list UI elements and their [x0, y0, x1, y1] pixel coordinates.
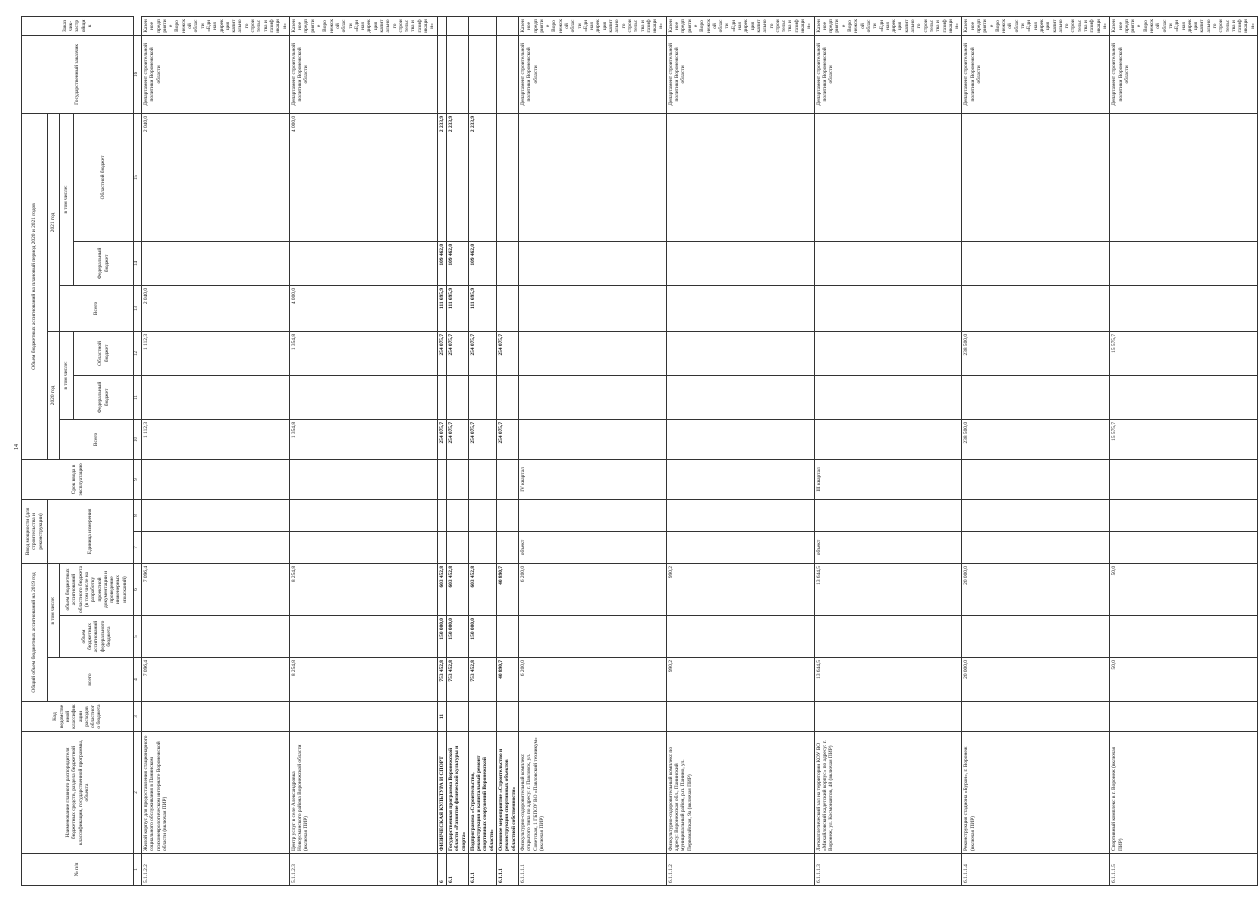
cell-code: [289, 702, 437, 732]
cell-unit: [814, 499, 962, 531]
cell-no: 6.1.1.1.4: [962, 854, 1110, 886]
cell-customer: [497, 35, 519, 113]
cell-fed: [962, 616, 1110, 658]
cell-name: Основное мероприятие «Строительство и реконструкция спортивных объектов областной собственности»: [497, 732, 519, 854]
cell-customer: Департамент строительной политики Воронежской области: [518, 35, 666, 113]
cell-2021-fed: [289, 241, 437, 285]
table-row: [814, 17, 962, 886]
header-2020-reg: Областной бюджет: [74, 331, 134, 375]
header-2021-fed: Федеральный бюджет: [74, 241, 134, 285]
cell-2021-reg: [1110, 113, 1258, 241]
cell-name: Физкультурно-оздоровительный комплекс открытого типа по адресу: г. Павловск, ул. Советская, 1 ГБПОУ ВО «Павловский техникум» (включая ПИР): [518, 732, 666, 854]
cell-no: 6.1.1: [468, 854, 496, 886]
cell-2020-fed: [142, 375, 290, 419]
cell-fed: [1110, 616, 1258, 658]
cell-deadline: [497, 459, 519, 499]
cell-builder: [468, 17, 496, 36]
cell-2020-reg: [666, 331, 814, 375]
cell-total: 753 452,8: [468, 658, 496, 702]
cell-2020-fed: [1110, 375, 1258, 419]
cell-2020-reg: [518, 331, 666, 375]
cell-deadline: [437, 459, 446, 499]
cell-deadline: [446, 459, 468, 499]
column-number: 5: [134, 616, 142, 658]
cell-unit: [1110, 499, 1258, 531]
cell-2021-all: 2 040,0: [142, 285, 290, 331]
cell-customer: [468, 35, 496, 113]
cell-2020-reg: 238 500,0: [962, 331, 1110, 375]
header-customer: Государственный заказчик: [22, 35, 134, 113]
cell-capacity: [1110, 531, 1258, 563]
table-row: [446, 17, 468, 886]
header-no: № п/п: [22, 854, 134, 886]
table-row: [1110, 17, 1258, 886]
cell-code: [142, 702, 290, 732]
cell-total: 753 452,8: [446, 658, 468, 702]
cell-2021-all: [518, 285, 666, 331]
cell-2021-fed: 109 462,0: [446, 241, 468, 285]
cell-deadline: IV квартал: [518, 459, 666, 499]
cell-deadline: [468, 459, 496, 499]
cell-total: 753 452,8: [437, 658, 446, 702]
cell-2021-reg: 2 233,9: [468, 113, 496, 241]
cell-fed: 150 000,0: [437, 616, 446, 658]
cell-name: Спортивный комплекс в г. Воронеж (включая ПИР): [1110, 732, 1258, 854]
cell-reg: 40 890,7: [497, 563, 519, 615]
cell-customer: [446, 35, 468, 113]
cell-unit: [446, 499, 468, 531]
cell-no: 6.1.1.1: [497, 854, 519, 886]
table-row: [142, 17, 290, 886]
cell-capacity: [962, 531, 1110, 563]
cell-2021-fed: [814, 241, 962, 285]
cell-unit: [497, 499, 519, 531]
cell-deadline: [666, 459, 814, 499]
cell-total: 40 890,7: [497, 658, 519, 702]
cell-deadline: [1110, 459, 1258, 499]
table-header: [22, 17, 142, 886]
cell-unit: [468, 499, 496, 531]
cell-2020-reg: 1 354,8: [289, 331, 437, 375]
header-2021-in-that: в том числе:: [60, 113, 74, 285]
cell-2020-reg: 254 075,7: [437, 331, 446, 375]
cell-2021-all: [497, 285, 519, 331]
cell-fed: 150 000,0: [468, 616, 496, 658]
cell-code: [468, 702, 496, 732]
cell-builder: [497, 17, 519, 36]
column-number: 6: [134, 563, 142, 615]
cell-capacity: [437, 531, 446, 563]
cell-capacity: объект: [518, 531, 666, 563]
cell-customer: Департамент строительной политики Воронежской области: [666, 35, 814, 113]
cell-no: 6.1.1.1.3: [814, 854, 962, 886]
cell-unit: [289, 499, 437, 531]
cell-no: 6.1: [446, 854, 468, 886]
cell-code: [962, 702, 1110, 732]
cell-deadline: [289, 459, 437, 499]
cell-capacity: [497, 531, 519, 563]
cell-2021-fed: 109 462,0: [468, 241, 496, 285]
cell-2020-reg: 254 075,7: [446, 331, 468, 375]
cell-customer: [437, 35, 446, 113]
cell-2021-reg: [497, 113, 519, 241]
cell-reg: 603 452,8: [437, 563, 446, 615]
cell-builder: Казенное предприятие Воронежской области «Единая дирекция капитального строительства и газификации»: [814, 17, 962, 36]
cell-no: 5.1.1.2.3: [289, 854, 437, 886]
cell-2021-fed: [518, 241, 666, 285]
cell-total: 50,0: [1110, 658, 1258, 702]
column-number: 4: [134, 658, 142, 702]
cell-2021-reg: 2 233,9: [446, 113, 468, 241]
cell-builder: Казенное предприятие Воронежской области «Единая дирекция капитального строительства и газификации»: [666, 17, 814, 36]
cell-code: [1110, 702, 1258, 732]
cell-reg: 6 200,0: [518, 563, 666, 615]
cell-unit: [962, 499, 1110, 531]
header-2020: 2020 год: [48, 331, 60, 459]
header-2021-all: Всего: [60, 285, 134, 331]
header-2020-fed: Федеральный бюджет: [74, 375, 134, 419]
column-number: 12: [134, 331, 142, 375]
cell-2021-fed: [962, 241, 1110, 285]
cell-2021-reg: 4 000,0: [289, 113, 437, 241]
cell-reg: 20 000,0: [962, 563, 1110, 615]
cell-no: 6: [437, 854, 446, 886]
cell-total: 6 200,0: [518, 658, 666, 702]
cell-unit: [142, 499, 290, 531]
cell-2020-reg: [814, 331, 962, 375]
table-body: [142, 17, 1258, 886]
cell-reg: 990,2: [666, 563, 814, 615]
cell-2020-all: 254 075,7: [468, 419, 496, 459]
cell-unit: [666, 499, 814, 531]
column-number: 7: [134, 531, 142, 563]
column-number: 10: [134, 419, 142, 459]
cell-builder: Казенное предприятие Воронежской области «Единая дирекция капитального строительства и газификации»: [962, 17, 1110, 36]
table-row: [518, 17, 666, 886]
cell-deadline: III квартал: [814, 459, 962, 499]
cell-2021-reg: 2 233,9: [437, 113, 446, 241]
column-number: 11: [134, 375, 142, 419]
header-total-all: всего: [48, 658, 134, 702]
cell-2020-fed: [814, 375, 962, 419]
column-numbers-row: [134, 17, 142, 886]
cell-2021-all: [666, 285, 814, 331]
cell-total: 20 000,0: [962, 658, 1110, 702]
cell-name: Подпрограмма «Строительство, реконструкция и капитальный ремонт спортивных сооружений Воронежской области»: [468, 732, 496, 854]
cell-capacity: [289, 531, 437, 563]
cell-capacity: [666, 531, 814, 563]
cell-name: Центр услуг в селе Александровка Новоусманского района Воронежской области (включая ПИР): [289, 732, 437, 854]
cell-deadline: [962, 459, 1110, 499]
cell-reg: 603 452,8: [468, 563, 496, 615]
cell-code: [446, 702, 468, 732]
cell-reg: 7 096,4: [142, 563, 290, 615]
header-builder: Заказчик-застройщик: [22, 17, 134, 36]
column-number: 15: [134, 113, 142, 241]
cell-reg: 603 452,8: [446, 563, 468, 615]
cell-2020-fed: [518, 375, 666, 419]
cell-2020-all: 254 075,7: [446, 419, 468, 459]
cell-name: Легкоатлетический зал на территории КОУ ВО «Михайловский кадетский корпус» по адресу: г. Воронеж, ул. Космонавтов, 48 (включая ПИР): [814, 732, 962, 854]
header-code: Код ведомственной классификации расходов областного бюджета: [22, 702, 134, 732]
cell-2021-fed: [1110, 241, 1258, 285]
cell-capacity: [142, 531, 290, 563]
cell-code: [814, 702, 962, 732]
cell-2020-reg: 254 075,7: [497, 331, 519, 375]
cell-2020-all: 254 075,7: [437, 419, 446, 459]
cell-builder: [446, 17, 468, 36]
column-number: 14: [134, 241, 142, 285]
header-deadline: Срок ввода в эксплуатацию: [22, 459, 134, 499]
cell-2020-all: 1 112,3: [142, 419, 290, 459]
cell-2021-all: 4 000,0: [289, 285, 437, 331]
cell-2021-all: 111 695,9: [446, 285, 468, 331]
cell-2021-fed: [497, 241, 519, 285]
cell-name: Государственная программа Воронежской области «Развитие физической культуры и спорта»: [446, 732, 468, 854]
column-number: 13: [134, 285, 142, 331]
cell-2021-all: 111 695,9: [468, 285, 496, 331]
cell-code: [497, 702, 519, 732]
cell-code: [666, 702, 814, 732]
cell-2021-reg: 2 040,0: [142, 113, 290, 241]
cell-capacity: [468, 531, 496, 563]
cell-builder: Казенное предприятие Воронежской области «Единая дирекция капитального строительства и газификации»: [289, 17, 437, 36]
column-number: 9: [134, 459, 142, 499]
header-reg-funds: объем бюджетных ассигнований областного бюджета (в том числе на разработку проектной документации и проведение инженерных изысканий): [60, 563, 134, 615]
column-number: 2: [134, 732, 142, 854]
column-number: 3: [134, 702, 142, 732]
cell-fed: [289, 616, 437, 658]
cell-code: 11: [437, 702, 446, 732]
cell-name: Физкультурно-оздоровительный комплекс по адресу: Воронежская обл., Панинский муниципальный район, р.п. Панино, ул. Первомайская, 9а (включая ПИР): [666, 732, 814, 854]
cell-2020-all: 238 500,0: [962, 419, 1110, 459]
cell-unit: [518, 499, 666, 531]
cell-customer: Департамент строительной политики Воронежской области: [142, 35, 290, 113]
cell-2021-all: [814, 285, 962, 331]
cell-2021-reg: [666, 113, 814, 241]
table-row: [666, 17, 814, 886]
cell-total: 7 096,4: [142, 658, 290, 702]
cell-customer: Департамент строительной политики Воронежской области: [962, 35, 1110, 113]
cell-2020-reg: 254 075,7: [468, 331, 496, 375]
table-row: [468, 17, 496, 886]
column-number: 16: [134, 35, 142, 113]
cell-builder: [437, 17, 446, 36]
header-in-that: в том числе:: [48, 563, 60, 657]
cell-2021-all: [962, 285, 1110, 331]
cell-2020-fed: [468, 375, 496, 419]
cell-no: 6.1.1.1.5: [1110, 854, 1258, 886]
header-planned: Объем бюджетных ассигнований на плановый период 2020 и 2021 годов: [22, 113, 48, 459]
cell-2020-all: [518, 419, 666, 459]
header-2020-all: Всего: [60, 419, 134, 459]
table-row: [962, 17, 1110, 886]
cell-2020-fed: [962, 375, 1110, 419]
cell-reg: 8 254,8: [289, 563, 437, 615]
cell-2021-fed: [666, 241, 814, 285]
cell-reg: 50,0: [1110, 563, 1258, 615]
table-row: [289, 17, 437, 886]
cell-2020-fed: [666, 375, 814, 419]
cell-deadline: [142, 459, 290, 499]
header-fed-funds: объем бюджетных ассигнований федерального бюджета: [60, 616, 134, 658]
cell-code: [518, 702, 666, 732]
cell-fed: [518, 616, 666, 658]
capital-investment-table: [21, 16, 1258, 886]
header-2021: 2021 год: [48, 113, 60, 331]
cell-2020-all: 1 354,8: [289, 419, 437, 459]
cell-builder: Казенное предприятие Воронежской области «Единая дирекция капитального строительства и газификации»: [142, 17, 290, 36]
cell-reg: 13 644,5: [814, 563, 962, 615]
cell-2021-reg: [814, 113, 962, 241]
cell-fed: [666, 616, 814, 658]
cell-fed: [497, 616, 519, 658]
cell-2020-all: [666, 419, 814, 459]
cell-capacity: объект: [814, 531, 962, 563]
cell-2020-fed: [437, 375, 446, 419]
header-2020-in-that: в том числе:: [60, 331, 74, 419]
cell-2020-fed: [446, 375, 468, 419]
cell-unit: [437, 499, 446, 531]
cell-2021-reg: [518, 113, 666, 241]
header-total-volume: Общий объем бюджетных ассигнований на 2019 год: [22, 563, 48, 701]
cell-customer: Департамент строительной политики Воронежской области: [814, 35, 962, 113]
cell-name: ФИЗИЧЕСКАЯ КУЛЬТУРА И СПОРТ: [437, 732, 446, 854]
cell-no: 6.1.1.1.1: [518, 854, 666, 886]
cell-fed: [142, 616, 290, 658]
cell-2021-all: [1110, 285, 1258, 331]
cell-2020-all: [814, 419, 962, 459]
header-name: Наименование главного распорядителя бюджетных средств, раздела бюджетной классификации, государственной программы, объекта: [22, 732, 134, 854]
cell-builder: Казенное предприятие Воронежской области «Единая дирекция капитального строительства и газификации»: [1110, 17, 1258, 36]
cell-no: 6.1.1.1.2: [666, 854, 814, 886]
header-2021-reg: Областной бюджет: [74, 113, 134, 241]
cell-2021-fed: [142, 241, 290, 285]
cell-builder: Казенное предприятие Воронежской области «Единая дирекция капитального строительства и газификации»: [518, 17, 666, 36]
page-number: 14: [14, 444, 20, 450]
cell-total: 8 254,8: [289, 658, 437, 702]
cell-2021-all: 111 695,9: [437, 285, 446, 331]
cell-customer: Департамент строительной политики Воронежской области: [289, 35, 437, 113]
cell-fed: 150 000,0: [446, 616, 468, 658]
cell-2021-fed: 109 462,0: [437, 241, 446, 285]
cell-2020-fed: [497, 375, 519, 419]
rotated-page: [21, 16, 1256, 886]
cell-2020-reg: 1 112,3: [142, 331, 290, 375]
cell-fed: [814, 616, 962, 658]
cell-total: 990,2: [666, 658, 814, 702]
table-row: [437, 17, 446, 886]
header-unit: Единица измерения: [48, 499, 134, 563]
cell-name: Жилой корпус для предоставления стационарного социального обслуживания в Панинском психоневрологическом интернате Воронежской области (включая ПИР): [142, 732, 290, 854]
cell-no: 5.1.1.2.2: [142, 854, 290, 886]
cell-2021-reg: [962, 113, 1110, 241]
cell-capacity: [446, 531, 468, 563]
cell-2020-all: 254 075,7: [497, 419, 519, 459]
cell-customer: Департамент строительной политики Воронежской области: [1110, 35, 1258, 113]
column-number: 1: [134, 854, 142, 886]
column-number: 8: [134, 499, 142, 531]
table-row: [497, 17, 519, 886]
cell-2020-reg: 15 575,7: [1110, 331, 1258, 375]
cell-total: 13 644,5: [814, 658, 962, 702]
cell-2020-all: 15 575,7: [1110, 419, 1258, 459]
header-capacity: Ввод мощности (для строительства и реконструкции): [22, 499, 48, 563]
cell-name: Реконструкция стадиона «Буран», г. Воронеж (включая ПИР): [962, 732, 1110, 854]
cell-2020-fed: [289, 375, 437, 419]
